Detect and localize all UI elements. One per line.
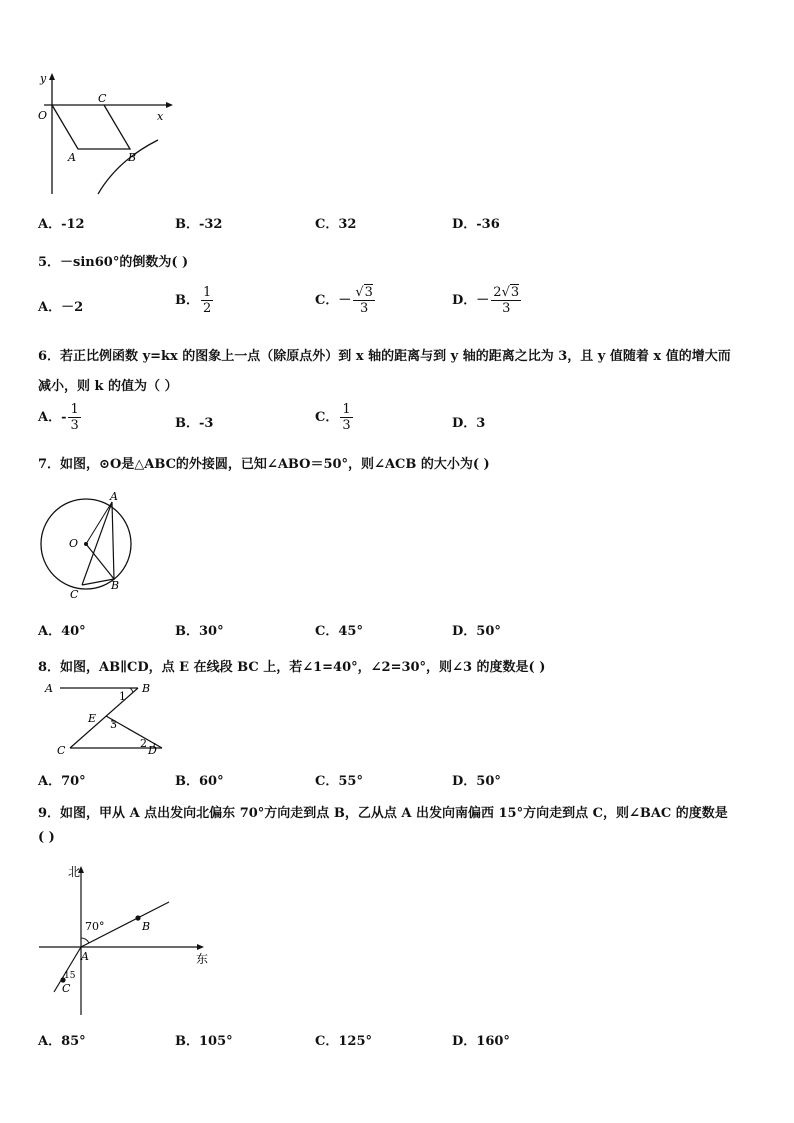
radicand: 3 bbox=[510, 285, 520, 300]
q9-label-north: 北 bbox=[68, 865, 81, 879]
q8-label-c: C bbox=[57, 744, 66, 757]
q4-option-b[interactable]: B．-32 bbox=[175, 217, 223, 232]
q4-label-o: O bbox=[38, 109, 48, 122]
q7-label-a: A bbox=[110, 490, 118, 503]
q6-option-a[interactable] bbox=[38, 402, 81, 433]
q7-figure bbox=[34, 488, 144, 603]
q8-option-d[interactable]: D．50° bbox=[452, 774, 501, 789]
q8-option-a[interactable]: A．70° bbox=[38, 774, 86, 789]
fraction-denominator: 2 bbox=[203, 301, 212, 316]
q9-option-d[interactable]: D．160° bbox=[452, 1034, 510, 1049]
q6-option-a-prefix: A．- bbox=[38, 410, 67, 425]
q9-label-angle70: 70° bbox=[85, 920, 105, 933]
q9-option-a[interactable]: A．85° bbox=[38, 1034, 86, 1049]
q5-option-d[interactable] bbox=[452, 285, 521, 316]
q8-label-a: A bbox=[45, 682, 53, 695]
q4-label-b: B bbox=[128, 151, 137, 164]
q8-label-b: B bbox=[142, 682, 151, 695]
fraction-denominator: 3 bbox=[360, 301, 369, 316]
q5-option-a[interactable]: A．－2 bbox=[38, 300, 84, 315]
q4-label-y: y bbox=[40, 72, 47, 85]
q7-option-a[interactable]: A．40° bbox=[38, 624, 86, 639]
fraction-denominator: 3 bbox=[70, 418, 79, 433]
q5-option-c[interactable] bbox=[315, 285, 375, 316]
q4-label-a: A bbox=[68, 151, 76, 164]
q6-option-b[interactable]: B．-3 bbox=[175, 416, 214, 431]
fraction-denominator: 3 bbox=[502, 301, 511, 316]
q8-stem: 8．如图，AB∥CD，点 E 在线段 BC 上，若∠1=40°，∠2=30°，则∠3 的度数是( ) bbox=[38, 660, 546, 675]
q8-label-angle3: 3 bbox=[110, 718, 117, 731]
q6-option-c-prefix: C． bbox=[315, 410, 339, 425]
q9-label-angle15: 15 bbox=[64, 971, 76, 981]
q4-option-d[interactable]: D．-36 bbox=[452, 217, 500, 232]
q8-label-e: E bbox=[88, 712, 97, 725]
q5-option-b-prefix: B． bbox=[175, 293, 199, 308]
coefficient: 2 bbox=[493, 285, 502, 300]
q5-option-d-fraction bbox=[491, 285, 521, 316]
q9-label-a: A bbox=[81, 950, 89, 963]
sqrt-icon: √ bbox=[501, 285, 510, 300]
radicand: 3 bbox=[364, 285, 373, 300]
q8-label-d: D bbox=[148, 744, 157, 757]
fraction-numerator: 1 bbox=[203, 285, 212, 300]
q8-option-b[interactable]: B．60° bbox=[175, 774, 224, 789]
q4-label-c: C bbox=[98, 92, 107, 105]
q8-label-angle1: 1 bbox=[119, 690, 126, 703]
q7-option-c[interactable]: C．45° bbox=[315, 624, 363, 639]
q8-parallel-lines-diagram bbox=[44, 676, 174, 760]
q6-option-c-fraction bbox=[340, 402, 352, 433]
q4-option-c[interactable]: C．32 bbox=[315, 217, 357, 232]
q4-label-x: x bbox=[157, 110, 164, 123]
q9-figure bbox=[34, 860, 219, 1020]
q5-option-b-fraction bbox=[201, 285, 213, 316]
q7-option-b[interactable]: B．30° bbox=[175, 624, 224, 639]
fraction-denominator: 3 bbox=[342, 418, 351, 433]
fraction-numerator: 1 bbox=[342, 402, 351, 417]
q7-option-d[interactable]: D．50° bbox=[452, 624, 501, 639]
q9-direction-diagram bbox=[34, 860, 219, 1020]
q5-option-b[interactable] bbox=[175, 285, 213, 316]
q7-label-o: O bbox=[69, 537, 79, 550]
q4-option-a[interactable]: A．-12 bbox=[38, 217, 85, 232]
q6-stem-line2: 减小，则 k 的值为（ ） bbox=[38, 379, 178, 394]
q7-circle-diagram bbox=[34, 488, 144, 603]
fraction-numerator bbox=[353, 285, 375, 301]
fraction-numerator: 1 bbox=[70, 402, 79, 417]
q4-figure bbox=[30, 70, 180, 200]
q9-label-east: 东 bbox=[196, 952, 209, 966]
q8-figure bbox=[44, 676, 174, 760]
q6-stem-line1: 6．若正比例函数 y=kx 的图象上一点（除原点外）到 x 轴的距离与到 y 轴的距离之比为 3，且 y 值随着 x 值的增大而 bbox=[38, 349, 731, 364]
q9-option-c[interactable]: C．125° bbox=[315, 1034, 372, 1049]
q9-label-b: B bbox=[142, 920, 151, 933]
q7-label-c: C bbox=[70, 588, 79, 601]
q7-label-b: B bbox=[111, 579, 120, 592]
q4-graph bbox=[30, 70, 180, 200]
q8-option-c[interactable]: C．55° bbox=[315, 774, 363, 789]
q9-stem-line1: 9．如图，甲从 A 点出发向北偏东 70°方向走到点 B，乙从点 A 出发向南偏西 15°方向走到点 C，则∠BAC 的度数是 bbox=[38, 806, 728, 821]
q6-option-c[interactable] bbox=[315, 402, 353, 433]
q5-option-c-prefix: C．－ bbox=[315, 293, 352, 308]
q9-option-b[interactable]: B．105° bbox=[175, 1034, 233, 1049]
q6-option-d[interactable]: D．3 bbox=[452, 416, 486, 431]
q5-stem: 5．－sin60°的倒数为( ) bbox=[38, 255, 189, 270]
fraction-numerator bbox=[491, 285, 521, 301]
q5-option-d-prefix: D．－ bbox=[452, 293, 490, 308]
q5-option-c-fraction bbox=[353, 285, 375, 316]
sqrt-icon: √ bbox=[355, 285, 364, 300]
q7-stem: 7．如图，⊙O是△ABC的外接圆，已知∠ABO＝50°，则∠ACB 的大小为( ) bbox=[38, 457, 490, 472]
q6-option-a-fraction bbox=[68, 402, 80, 433]
q9-label-c: C bbox=[62, 982, 71, 995]
q8-label-angle2: 2 bbox=[140, 737, 147, 750]
q9-stem-line2: ( ) bbox=[38, 830, 55, 845]
